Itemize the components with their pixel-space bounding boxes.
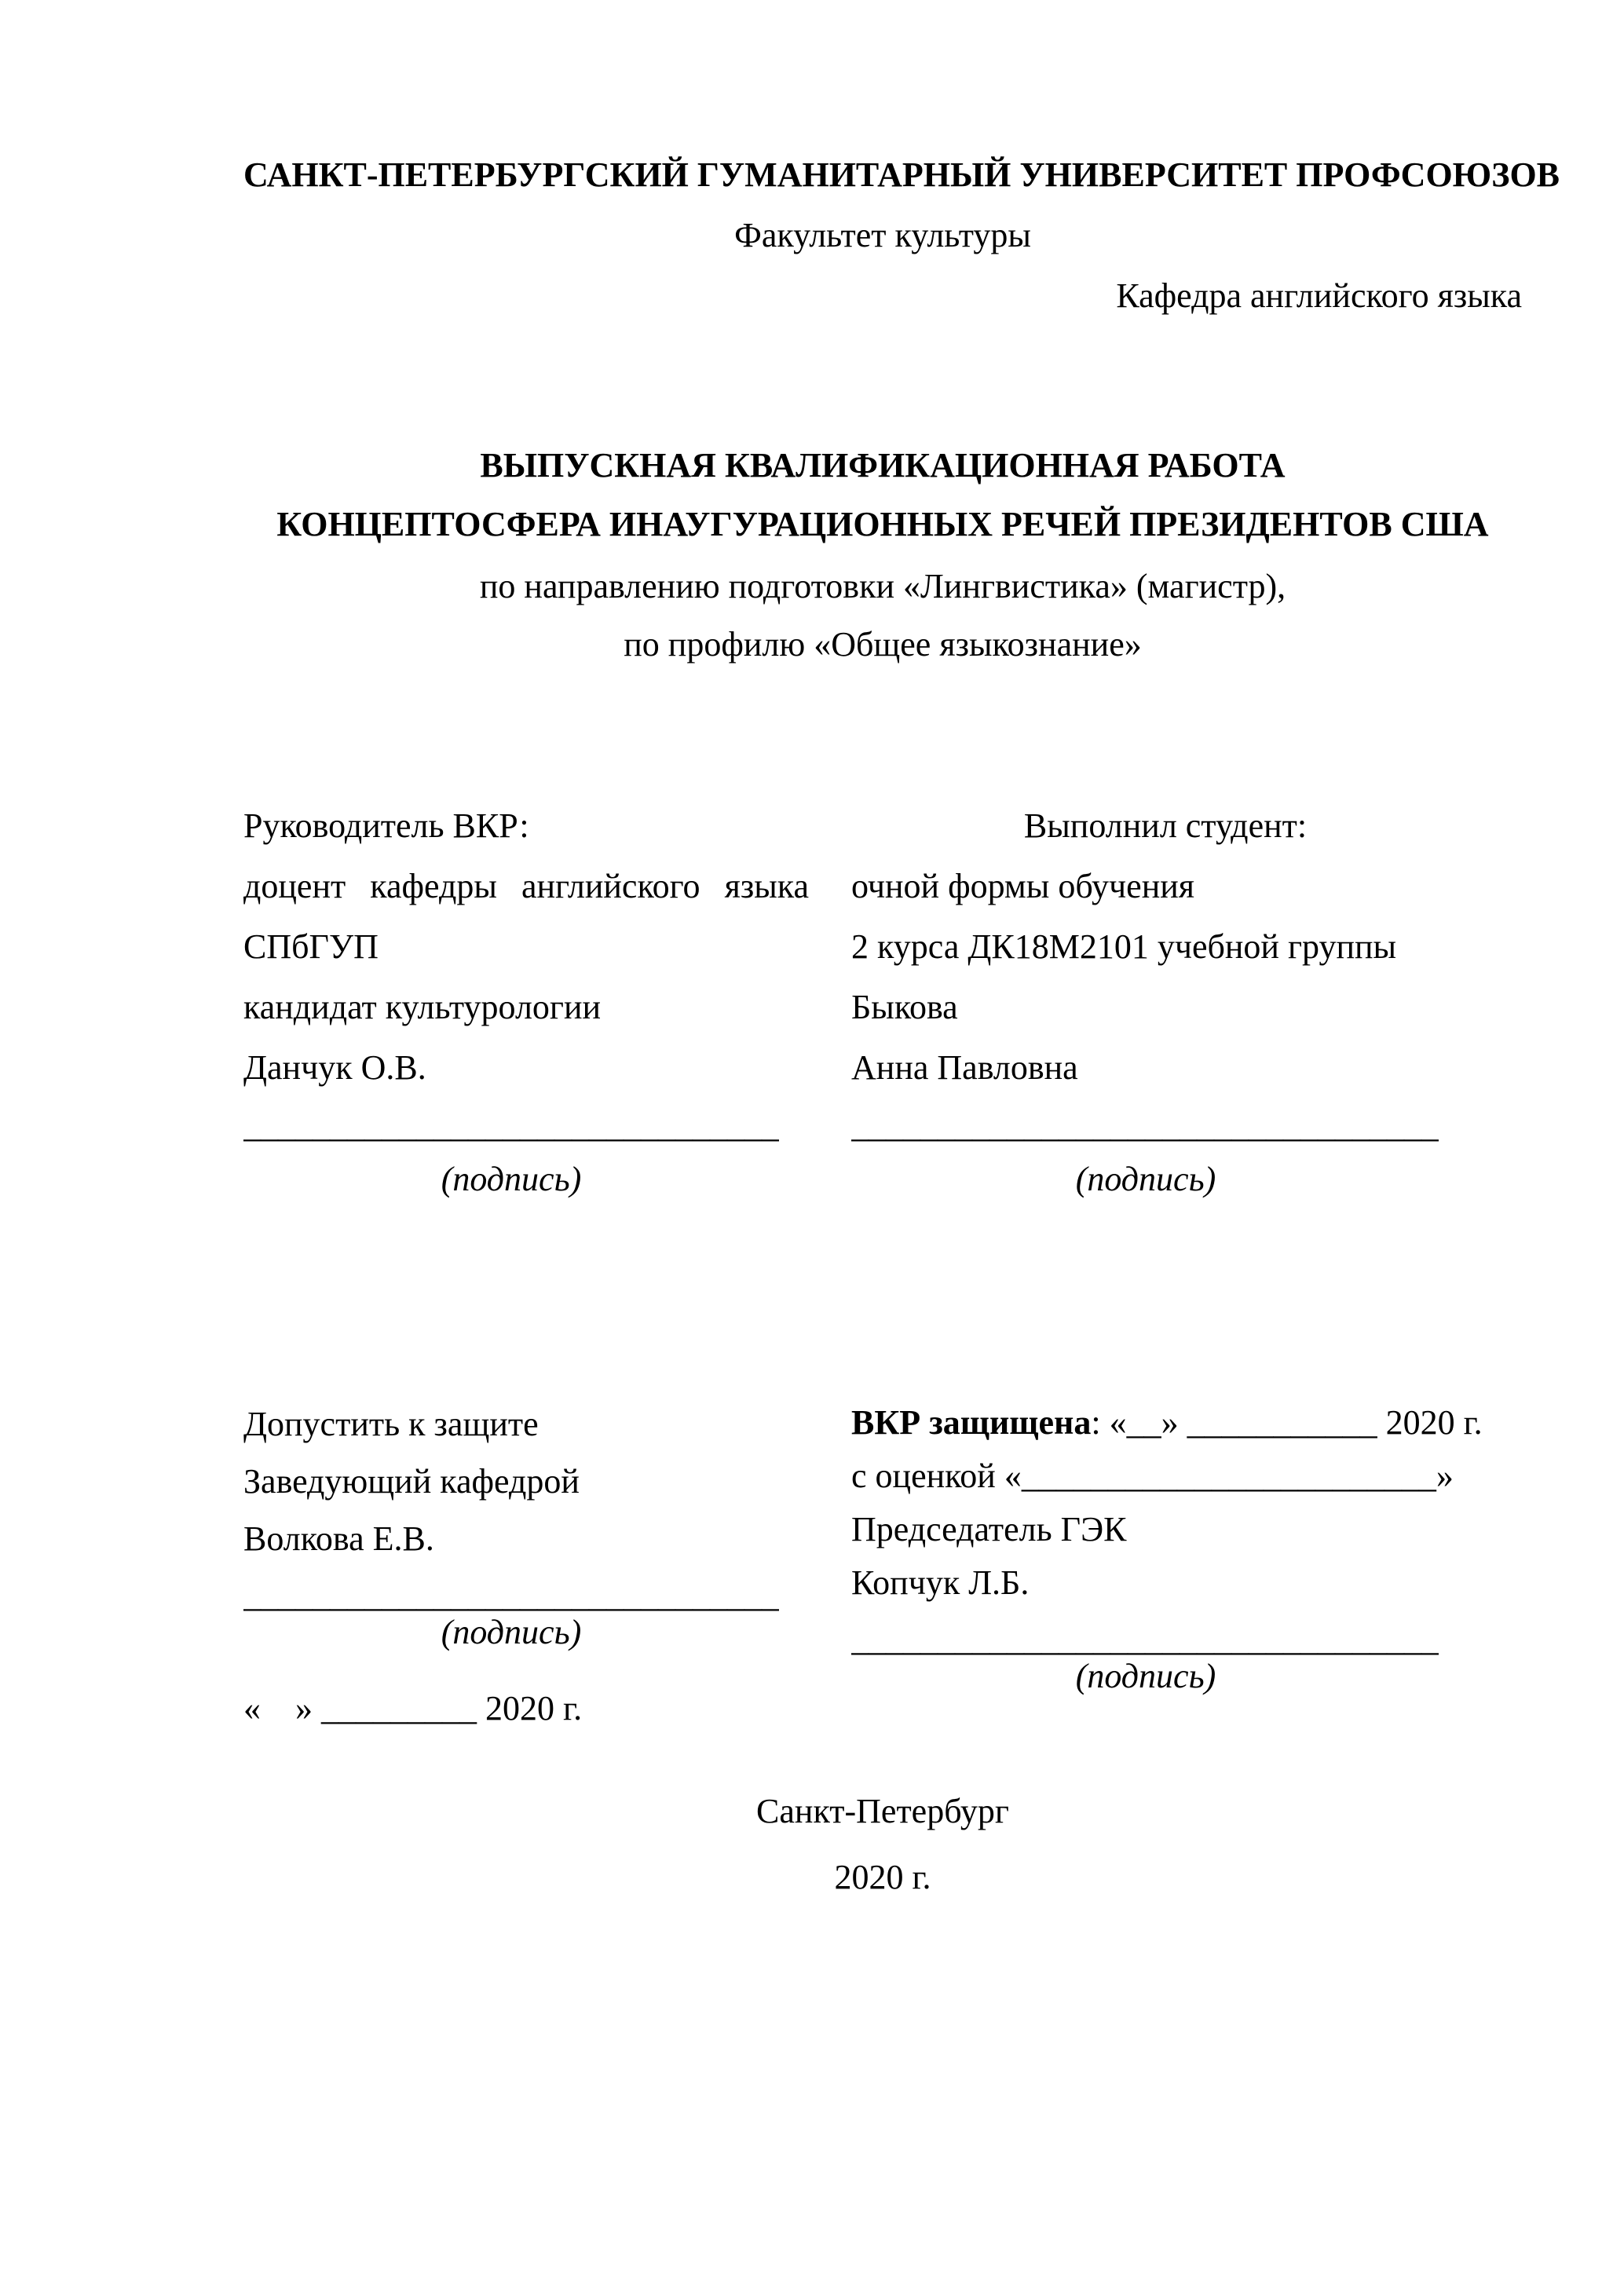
supervisor-position: доцент кафедры английского языка СПбГУП	[243, 867, 809, 966]
profile-line: по профилю «Общее языкознание»	[624, 625, 1142, 664]
supervisor-name: Данчук О.В.	[243, 1048, 426, 1087]
admission-head-title: Заведующий кафедрой	[243, 1462, 580, 1501]
chair-signature-caption: (подпись)	[1075, 1657, 1216, 1695]
admission-head-name: Волкова Е.В.	[243, 1519, 434, 1558]
admission-permit-line: Допустить к защите	[243, 1405, 539, 1443]
supervisor-signature-caption: (подпись)	[441, 1160, 582, 1198]
student-heading: Выполнил студент:	[1023, 806, 1308, 845]
work-type-title: ВЫПУСКНАЯ КВАЛИФИКАЦИОННАЯ РАБОТА	[480, 446, 1286, 484]
student-surname: Быкова	[851, 988, 958, 1026]
supervisor-signature-line: _______________________________	[243, 1107, 779, 1145]
student-name: Анна Павловна	[851, 1048, 1078, 1087]
supervisor-heading: Руководитель ВКР:	[243, 806, 529, 845]
defense-chair-name: Копчук Л.Б.	[851, 1563, 1030, 1602]
head-signature-caption: (подпись)	[441, 1613, 582, 1651]
program-line: по направлению подготовки «Лингвистика» (магистр),	[479, 567, 1286, 605]
supervisor-block	[243, 795, 809, 1098]
faculty-name: Факультет культуры	[734, 216, 1031, 254]
university-name: САНКТ-ПЕТЕРБУРГСКИЙ ГУМАНИТАРНЫЙ УНИВЕРСИТЕТ ПРОФСОЮЗОВ	[243, 155, 1560, 194]
supervisor-degree: кандидат культурологии	[243, 988, 602, 1026]
head-signature-line: _______________________________	[243, 1577, 779, 1614]
defense-status-rest: : «__» ___________ 2020 г.	[1091, 1403, 1483, 1442]
student-signature-line: __________________________________	[851, 1107, 1439, 1145]
defense-grade-line: с оценкой «________________________»	[851, 1457, 1454, 1495]
student-block	[851, 795, 1480, 1098]
defense-status-line	[851, 1396, 1503, 1450]
student-group: 2 курса ДК18М2101 учебной группы	[851, 927, 1397, 966]
defense-chair-title: Председатель ГЭК	[851, 1510, 1127, 1548]
footer-year: 2020 г.	[834, 1858, 931, 1896]
admission-date-line: « » _________ 2020 г.	[243, 1689, 583, 1727]
defense-block	[851, 1396, 1503, 1610]
student-signature-caption: (подпись)	[1075, 1160, 1216, 1198]
student-study-form: очной формы обучения	[851, 867, 1195, 905]
work-title: КОНЦЕПТОСФЕРА ИНАУГУРАЦИОННЫХ РЕЧЕЙ ПРЕЗИДЕНТОВ США	[276, 505, 1489, 543]
admission-block	[243, 1395, 809, 1567]
department-name: Кафедра английского языка	[1116, 276, 1522, 315]
chair-signature-line: __________________________________	[851, 1621, 1439, 1658]
footer-city: Санкт-Петербург	[756, 1792, 1009, 1830]
defense-status-label: ВКР защищена	[851, 1403, 1092, 1442]
